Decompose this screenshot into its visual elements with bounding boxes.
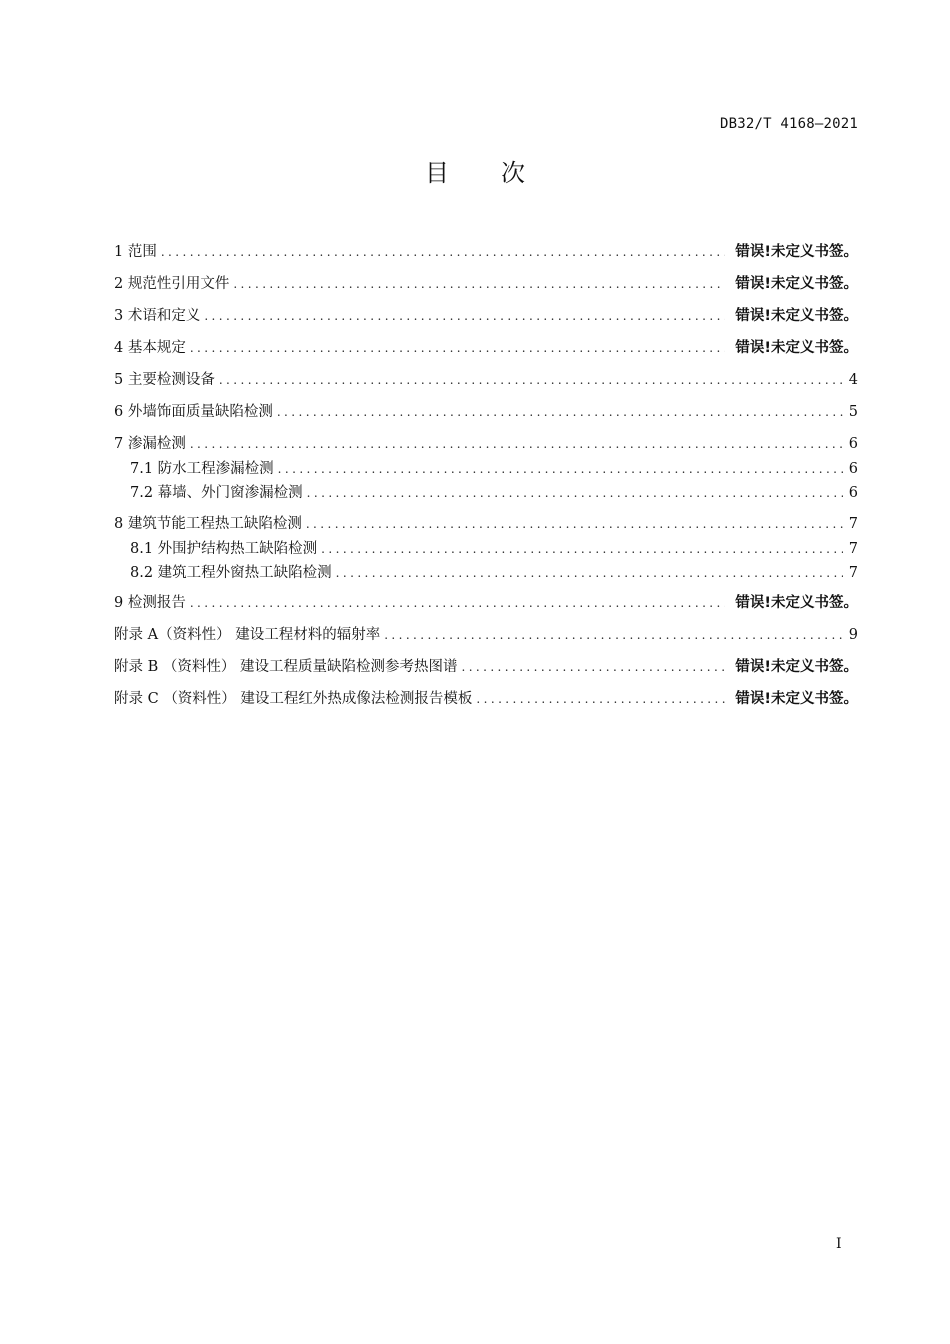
toc-entry-page: 错误!未定义书签。 bbox=[735, 691, 858, 707]
toc-entry[interactable] bbox=[114, 624, 858, 646]
document-code: DB32/T 4168—2021 bbox=[719, 116, 858, 132]
toc-entry-label: 7.2 幕墙、外门窗渗漏检测 bbox=[130, 485, 303, 501]
toc-entry-label: 2 规范性引用文件 bbox=[114, 276, 230, 292]
toc-entry[interactable] bbox=[114, 273, 858, 295]
toc-entry-label: 8.2 建筑工程外窗热工缺陷检测 bbox=[130, 565, 332, 581]
toc-entry-label: 8.1 外围护结构热工缺陷检测 bbox=[130, 541, 318, 557]
toc-entry-page: 6 bbox=[848, 436, 858, 452]
toc-leader-dots bbox=[306, 513, 843, 535]
toc-entry-page: 错误!未定义书签。 bbox=[735, 595, 858, 611]
toc-leader-dots bbox=[384, 624, 843, 646]
toc-entry-label: 4 基本规定 bbox=[114, 340, 186, 356]
toc-entry-page: 6 bbox=[848, 485, 858, 501]
toc-entry[interactable] bbox=[114, 592, 858, 614]
toc-entry-label: 3 术语和定义 bbox=[114, 308, 201, 324]
toc-entry-page: 4 bbox=[848, 372, 858, 388]
toc-entry-page: 5 bbox=[848, 404, 858, 420]
toc-title: 目次 bbox=[425, 159, 577, 187]
toc-entry-label: 7.1 防水工程渗漏检测 bbox=[130, 461, 274, 477]
toc-entry-page: 9 bbox=[848, 627, 858, 643]
toc-entry-page: 7 bbox=[848, 565, 858, 581]
toc-entry-label: 附录 A（资料性） 建设工程材料的辐射率 bbox=[114, 627, 381, 643]
toc-entry-label: 6 外墙饰面质量缺陷检测 bbox=[114, 404, 273, 420]
toc-leader-dots bbox=[204, 305, 725, 327]
toc-leader-dots bbox=[233, 273, 725, 295]
toc-entry[interactable] bbox=[114, 401, 858, 423]
toc-entry-page: 错误!未定义书签。 bbox=[735, 659, 858, 675]
page-number: I bbox=[836, 1236, 842, 1252]
toc-entry[interactable] bbox=[114, 337, 858, 359]
toc-leader-dots bbox=[307, 482, 843, 504]
toc-leader-dots bbox=[219, 369, 843, 391]
toc-entry[interactable] bbox=[114, 656, 858, 678]
toc-entry-label: 1 范围 bbox=[114, 244, 157, 260]
toc-entry-label: 8 建筑节能工程热工缺陷检测 bbox=[114, 516, 302, 532]
toc-entry-label: 附录 B （资料性） 建设工程质量缺陷检测参考热图谱 bbox=[114, 659, 458, 675]
toc-entry-page: 错误!未定义书签。 bbox=[735, 308, 858, 324]
toc-leader-dots bbox=[161, 241, 726, 263]
toc-entry-page: 6 bbox=[848, 461, 858, 477]
toc-leader-dots bbox=[190, 433, 843, 455]
toc-leader-dots bbox=[336, 562, 843, 584]
toc-entry-page: 错误!未定义书签。 bbox=[735, 340, 858, 356]
toc-leader-dots bbox=[190, 337, 726, 359]
toc-entry-page: 7 bbox=[848, 541, 858, 557]
toc-entry[interactable] bbox=[114, 305, 858, 327]
toc-entry-label: 9 检测报告 bbox=[114, 595, 186, 611]
toc-entry[interactable] bbox=[114, 241, 858, 263]
toc-entry-page: 错误!未定义书签。 bbox=[735, 244, 858, 260]
toc-leader-dots bbox=[321, 538, 843, 560]
toc-leader-dots bbox=[461, 656, 725, 678]
toc-leader-dots bbox=[190, 592, 726, 614]
toc-entry[interactable] bbox=[114, 688, 858, 710]
toc-subentry[interactable] bbox=[130, 482, 858, 504]
toc-entry-page: 7 bbox=[848, 516, 858, 532]
toc-leader-dots bbox=[476, 688, 725, 710]
toc-entry-label: 5 主要检测设备 bbox=[114, 372, 215, 388]
toc-subentry[interactable] bbox=[130, 538, 858, 560]
toc-leader-dots bbox=[278, 458, 843, 480]
toc-entry-label: 附录 C （资料性） 建设工程红外热成像法检测报告模板 bbox=[114, 691, 473, 707]
toc-entry[interactable] bbox=[114, 433, 858, 455]
toc-entry[interactable] bbox=[114, 513, 858, 535]
toc-subentry[interactable] bbox=[130, 458, 858, 480]
toc-entry[interactable] bbox=[114, 369, 858, 391]
toc-entry-page: 错误!未定义书签。 bbox=[735, 276, 858, 292]
toc-entry-label: 7 渗漏检测 bbox=[114, 436, 186, 452]
toc-subentry[interactable] bbox=[130, 562, 858, 584]
toc-leader-dots bbox=[277, 401, 843, 423]
